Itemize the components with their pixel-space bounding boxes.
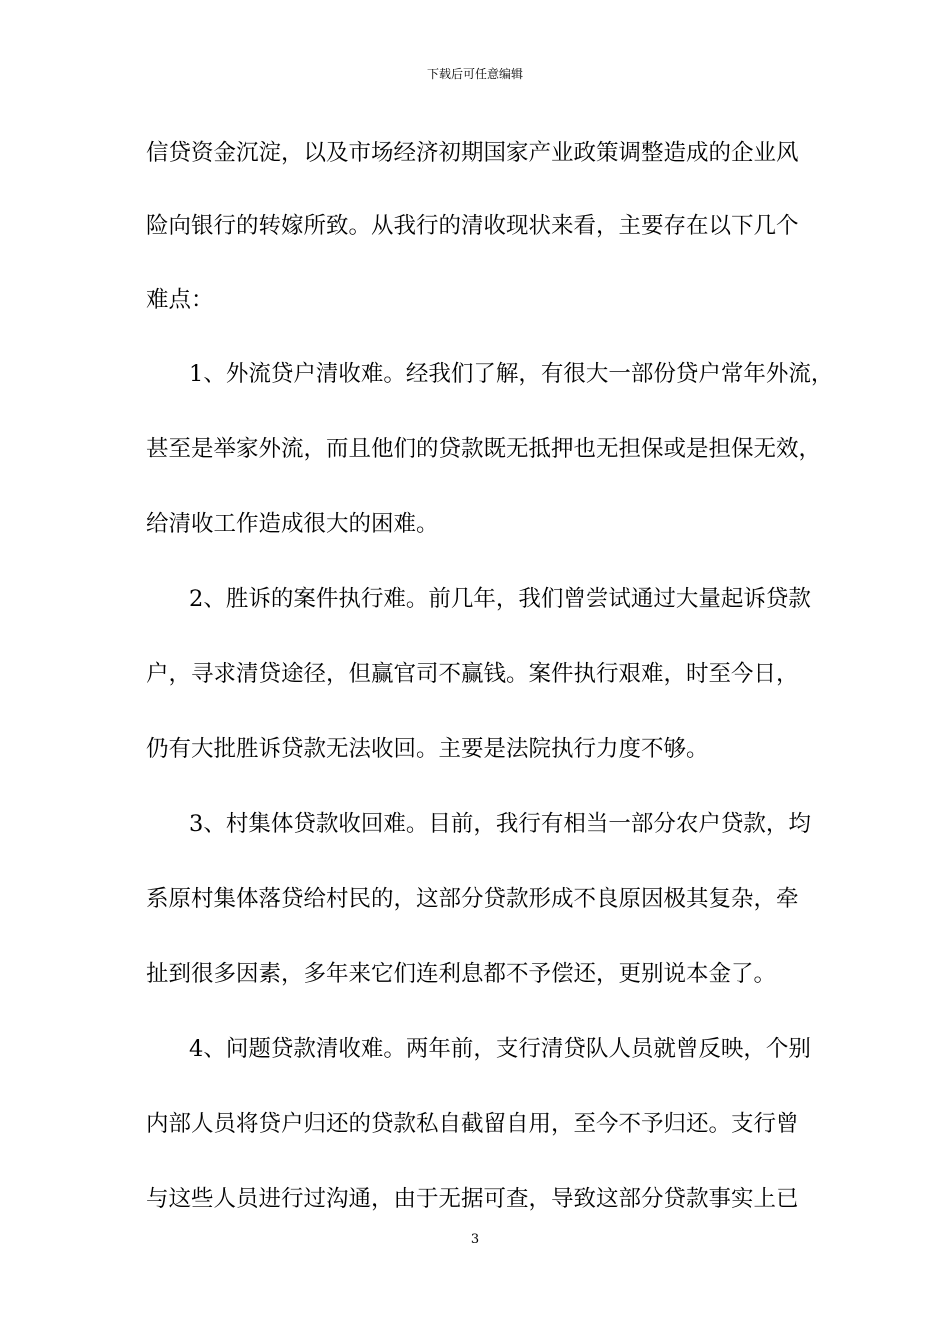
body-text-line: 信贷资金沉淀，以及市场经济初期国家产业政策调整造成的企业风: [146, 140, 799, 166]
body-text-line: 3、村集体贷款收回难。目前，我行有相当一部分农户贷款，均: [189, 811, 811, 837]
body-text-line: 2、胜诉的案件执行难。前几年，我们曾尝试通过大量起诉贷款: [189, 586, 811, 612]
body-text-line: 给清收工作造成很大的困难。: [146, 511, 439, 537]
body-text-line: 甚至是举家外流，而且他们的贷款既无抵押也无担保或是担保无效，: [146, 436, 822, 462]
body-text-line: 户，寻求清贷途径，但赢官司不赢钱。案件执行艰难，时至今日，: [146, 661, 799, 687]
body-text-line: 系原村集体落贷给村民的，这部分贷款形成不良原因极其复杂，牵: [146, 886, 799, 912]
body-text-line: 仍有大批胜诉贷款无法收回。主要是法院执行力度不够。: [146, 736, 709, 762]
body-text-line: 险向银行的转嫁所致。从我行的清收现状来看，主要存在以下几个: [146, 213, 799, 239]
body-text-line: 与这些人员进行过沟通，由于无据可查，导致这部分贷款事实上已: [146, 1186, 799, 1212]
page-number: 3: [470, 1232, 480, 1247]
body-text-line: 4、问题贷款清收难。两年前，支行清贷队人员就曾反映，个别: [189, 1036, 811, 1062]
page-header: 下载后可任意编辑: [426, 67, 523, 81]
body-text-line: 1、外流贷户清收难。经我们了解，有很大一部份贷户常年外流，: [189, 361, 834, 387]
body-text-line: 内部人员将贷户归还的贷款私自截留自用，至今不予归还。支行曾: [146, 1111, 799, 1137]
body-text-line: 扯到很多因素，多年来它们连利息都不予偿还，更别说本金了。: [146, 961, 777, 987]
body-text-line: 难点：: [146, 287, 214, 313]
